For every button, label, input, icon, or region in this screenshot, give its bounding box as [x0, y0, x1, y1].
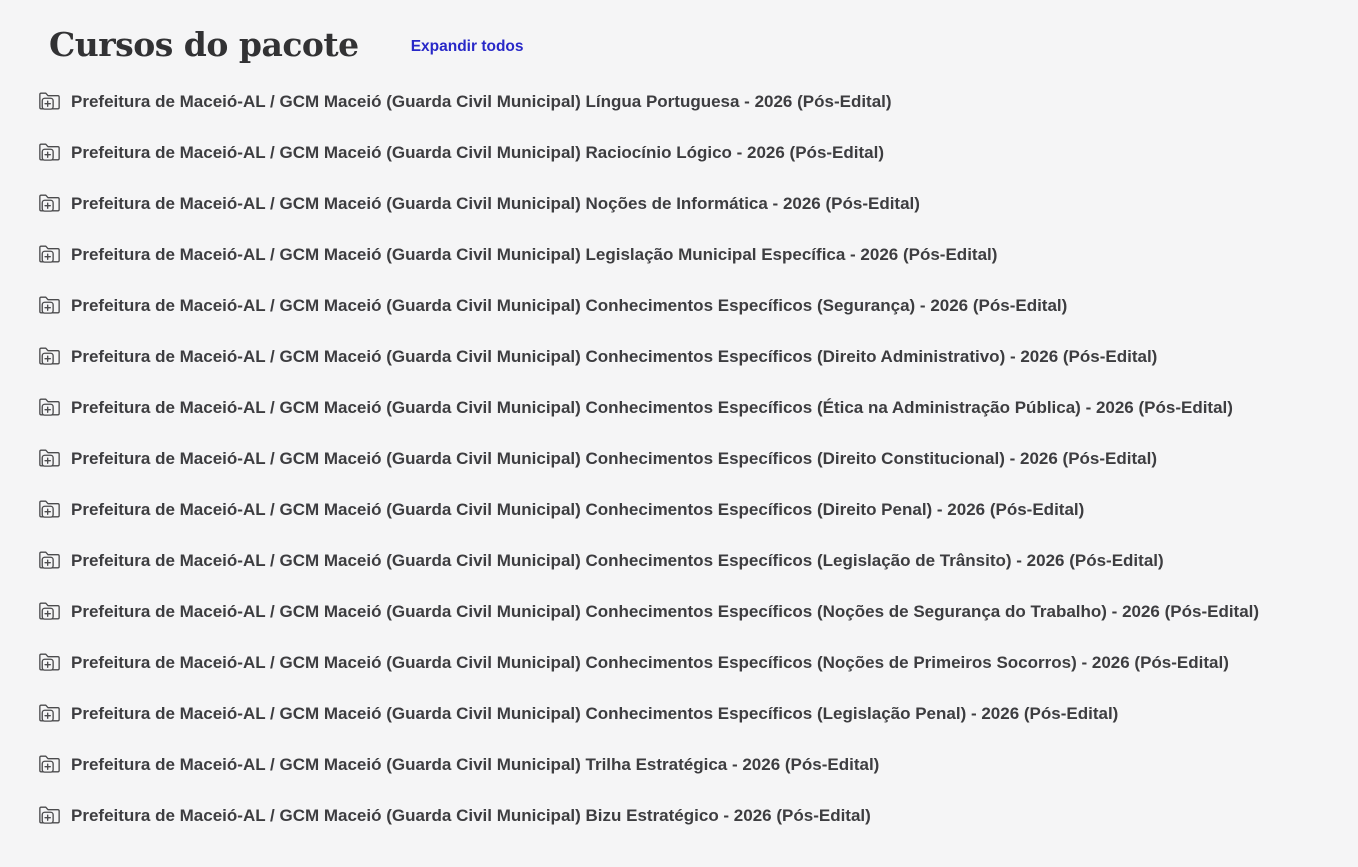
- course-list: [38, 91, 1334, 826]
- course-title: Prefeitura de Maceió-AL / GCM Maceió (Guarda Civil Municipal) Conhecimentos Específicos (Legislação de Trânsito) - 2026 (Pós-Edital): [71, 551, 1164, 570]
- course-accordion-row[interactable]: [38, 601, 1334, 622]
- folder-plus-icon: [38, 193, 61, 214]
- folder-plus-icon: [38, 244, 61, 265]
- course-title: Prefeitura de Maceió-AL / GCM Maceió (Guarda Civil Municipal) Conhecimentos Específicos (Direito Constitucional) - 2026 (Pós-Edital): [71, 449, 1157, 468]
- page-title: Cursos do pacote: [49, 25, 359, 64]
- course-accordion-row[interactable]: [38, 193, 1334, 214]
- course-title: Prefeitura de Maceió-AL / GCM Maceió (Guarda Civil Municipal) Conhecimentos Específicos (Noções de Primeiros Socorros) - 2026 (Pós-Edital): [71, 653, 1229, 672]
- course-accordion-row[interactable]: [38, 652, 1334, 673]
- expand-all-link[interactable]: Expandir todos: [410, 38, 524, 55]
- folder-plus-icon: [38, 601, 61, 622]
- folder-plus-icon: [38, 346, 61, 367]
- course-accordion-row[interactable]: [38, 244, 1334, 265]
- course-accordion-row[interactable]: [38, 295, 1334, 316]
- folder-plus-icon: [38, 550, 61, 571]
- course-accordion-row[interactable]: [38, 448, 1334, 469]
- folder-plus-icon: [38, 652, 61, 673]
- course-title: Prefeitura de Maceió-AL / GCM Maceió (Guarda Civil Municipal) Raciocínio Lógico - 2026 (Pós-Edital): [71, 143, 885, 162]
- course-accordion-row[interactable]: [38, 703, 1334, 724]
- course-title: Prefeitura de Maceió-AL / GCM Maceió (Guarda Civil Municipal) Bizu Estratégico - 2026 (Pós-Edital): [71, 806, 871, 825]
- folder-plus-icon: [38, 295, 61, 316]
- course-accordion-row[interactable]: [38, 499, 1334, 520]
- folder-plus-icon: [38, 142, 61, 163]
- course-title: Prefeitura de Maceió-AL / GCM Maceió (Guarda Civil Municipal) Conhecimentos Específicos (Legislação Penal) - 2026 (Pós-Edital): [71, 704, 1119, 723]
- folder-plus-icon: [38, 448, 61, 469]
- course-accordion-row[interactable]: [38, 754, 1334, 775]
- course-title: Prefeitura de Maceió-AL / GCM Maceió (Guarda Civil Municipal) Noções de Informática - 2026 (Pós-Edital): [71, 194, 920, 213]
- folder-plus-icon: [38, 754, 61, 775]
- course-title: Prefeitura de Maceió-AL / GCM Maceió (Guarda Civil Municipal) Conhecimentos Específicos (Ética na Administração Pública) - 2026 (Pós-Edital): [71, 398, 1233, 417]
- course-title: Prefeitura de Maceió-AL / GCM Maceió (Guarda Civil Municipal) Conhecimentos Específicos (Segurança) - 2026 (Pós-Edital): [71, 296, 1068, 315]
- course-title: Prefeitura de Maceió-AL / GCM Maceió (Guarda Civil Municipal) Conhecimentos Específicos (Noções de Segurança do Trabalho) - 2026 (Pós-Edital): [71, 602, 1260, 621]
- course-title: Prefeitura de Maceió-AL / GCM Maceió (Guarda Civil Municipal) Legislação Municipal Específica - 2026 (Pós-Edital): [71, 245, 998, 264]
- course-title: Prefeitura de Maceió-AL / GCM Maceió (Guarda Civil Municipal) Conhecimentos Específicos (Direito Administrativo) - 2026 (Pós-Edital): [71, 347, 1158, 366]
- course-title: Prefeitura de Maceió-AL / GCM Maceió (Guarda Civil Municipal) Trilha Estratégica - 2026 (Pós-Edital): [71, 755, 880, 774]
- course-accordion-row[interactable]: [38, 346, 1334, 367]
- page-header: [38, 22, 1334, 68]
- course-accordion-row[interactable]: [38, 142, 1334, 163]
- folder-plus-icon: [38, 91, 61, 112]
- folder-plus-icon: [38, 805, 61, 826]
- folder-plus-icon: [38, 397, 61, 418]
- folder-plus-icon: [38, 703, 61, 724]
- course-accordion-row[interactable]: [38, 397, 1334, 418]
- course-accordion-row[interactable]: [38, 805, 1334, 826]
- course-accordion-row[interactable]: [38, 91, 1334, 112]
- course-title: Prefeitura de Maceió-AL / GCM Maceió (Guarda Civil Municipal) Língua Portuguesa - 2026 (Pós-Edital): [71, 92, 892, 111]
- course-title: Prefeitura de Maceió-AL / GCM Maceió (Guarda Civil Municipal) Conhecimentos Específicos (Direito Penal) - 2026 (Pós-Edital): [71, 500, 1085, 519]
- course-accordion-row[interactable]: [38, 550, 1334, 571]
- folder-plus-icon: [38, 499, 61, 520]
